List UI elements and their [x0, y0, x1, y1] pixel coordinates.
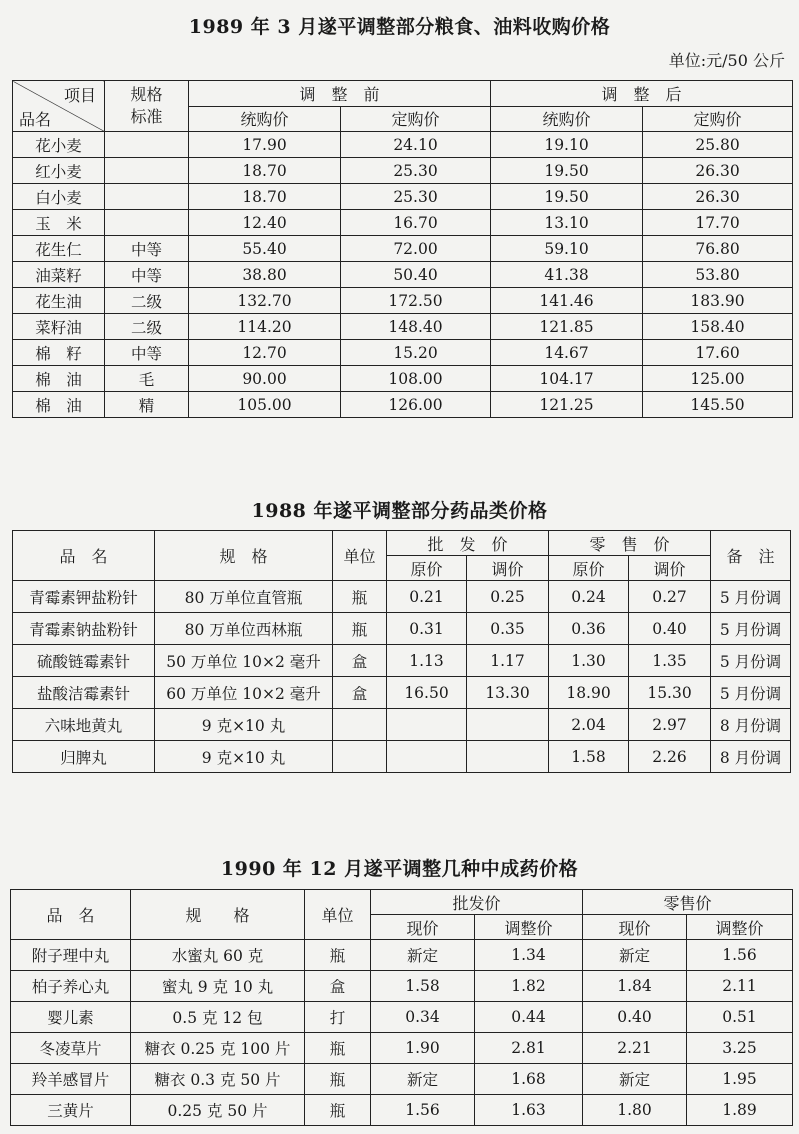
cell-a-unified: 41.38 [491, 262, 643, 288]
table-row [13, 392, 793, 418]
cell-w-orig [387, 741, 467, 773]
cell-w-orig: 1.13 [387, 645, 467, 677]
cell-w-adj: 1.17 [467, 645, 549, 677]
medicine-price-table [12, 530, 791, 773]
chinese-medicine-price-table [10, 889, 793, 1126]
cell-b-unified: 55.40 [189, 236, 341, 262]
cell-unit: 盒 [305, 971, 371, 1002]
cell-spec: 80 万单位西林瓶 [155, 613, 333, 645]
cell-spec: 蜜丸 9 克 10 丸 [131, 971, 305, 1002]
cell-a-fixed: 76.80 [643, 236, 793, 262]
cell-w-adj: 0.35 [467, 613, 549, 645]
cell-b-unified: 90.00 [189, 366, 341, 392]
col-retail-adjusted: 调整价 [687, 915, 793, 940]
cell-a-unified: 14.67 [491, 340, 643, 366]
cell-a-fixed: 53.80 [643, 262, 793, 288]
table-row [13, 366, 793, 392]
cell-r-orig: 2.04 [549, 709, 629, 741]
cell-w-adj: 1.68 [475, 1064, 583, 1095]
cell-w-adj: 0.44 [475, 1002, 583, 1033]
cell-a-fixed: 158.40 [643, 314, 793, 340]
cell-r-cur: 0.40 [583, 1002, 687, 1033]
cell-name: 六味地黄丸 [13, 709, 155, 741]
cell-b-unified: 18.70 [189, 184, 341, 210]
cell-note: 8 月份调 [711, 741, 791, 773]
cell-w-adj: 1.34 [475, 940, 583, 971]
cell-r-adj: 0.27 [629, 581, 711, 613]
cell-a-unified: 19.50 [491, 184, 643, 210]
cell-a-fixed: 17.60 [643, 340, 793, 366]
table-row [13, 677, 791, 709]
cell-name: 棉 籽 [13, 340, 105, 366]
cell-b-unified: 18.70 [189, 158, 341, 184]
grain-oil-price-table [12, 80, 793, 418]
cell-a-unified: 19.10 [491, 132, 643, 158]
cell-w-orig [387, 709, 467, 741]
cell-unit: 瓶 [305, 1033, 371, 1064]
cell-r-orig: 0.36 [549, 613, 629, 645]
table-row [13, 314, 793, 340]
table-row [13, 581, 791, 613]
cell-unit: 盒 [333, 645, 387, 677]
cell-r-adj: 15.30 [629, 677, 711, 709]
cell-unit: 盒 [333, 677, 387, 709]
cell-a-unified: 104.17 [491, 366, 643, 392]
cell-r-adj: 2.26 [629, 741, 711, 773]
cell-b-fixed: 148.40 [341, 314, 491, 340]
cell-spec: 0.25 克 50 片 [131, 1095, 305, 1126]
cell-spec [105, 184, 189, 210]
table-row [13, 613, 791, 645]
cell-b-fixed: 25.30 [341, 158, 491, 184]
col-unit-header: 单位 [333, 531, 387, 581]
cell-w-adj: 1.82 [475, 971, 583, 1002]
cell-unit: 瓶 [333, 581, 387, 613]
cell-w-adj [467, 741, 549, 773]
cell-note: 5 月份调 [711, 677, 791, 709]
cell-b-fixed: 126.00 [341, 392, 491, 418]
table-row [11, 1002, 793, 1033]
cell-r-cur: 1.80 [583, 1095, 687, 1126]
cell-w-adj: 2.81 [475, 1033, 583, 1064]
cell-spec [105, 132, 189, 158]
cell-name: 柏子养心丸 [11, 971, 131, 1002]
cell-spec: 中等 [105, 340, 189, 366]
cell-name: 婴儿素 [11, 1002, 131, 1033]
cell-name: 菜籽油 [13, 314, 105, 340]
cell-spec: 二级 [105, 314, 189, 340]
table2-title: 1988 年遂平调整部分药品类价格 [251, 500, 548, 522]
table-row [11, 940, 793, 971]
cell-name: 花小麦 [13, 132, 105, 158]
table1-unit-note: 单位:元/50 公斤 [668, 51, 785, 70]
cell-w-cur: 新定 [371, 1064, 475, 1095]
table-row [13, 236, 793, 262]
cell-r-cur: 新定 [583, 1064, 687, 1095]
cell-a-unified: 121.25 [491, 392, 643, 418]
diag-label-item: 项目 [63, 86, 96, 105]
cell-r-cur: 新定 [583, 940, 687, 971]
cell-spec: 中等 [105, 262, 189, 288]
cell-name: 硫酸链霉素针 [13, 645, 155, 677]
cell-w-adj [467, 709, 549, 741]
cell-b-fixed: 72.00 [341, 236, 491, 262]
cell-b-unified: 12.40 [189, 210, 341, 236]
cell-unit: 瓶 [305, 1095, 371, 1126]
cell-b-unified: 114.20 [189, 314, 341, 340]
table-row [13, 741, 791, 773]
col-retail-orig: 原价 [549, 556, 629, 581]
cell-name: 羚羊感冒片 [11, 1064, 131, 1095]
cell-spec: 毛 [105, 366, 189, 392]
cell-unit [333, 709, 387, 741]
cell-name: 油菜籽 [13, 262, 105, 288]
table-row [13, 158, 793, 184]
cell-b-fixed: 25.30 [341, 184, 491, 210]
table-row [13, 645, 791, 677]
cell-a-unified: 141.46 [491, 288, 643, 314]
cell-spec: 精 [105, 392, 189, 418]
cell-a-unified: 59.10 [491, 236, 643, 262]
col-before-unified: 统购价 [189, 106, 341, 132]
cell-unit [333, 741, 387, 773]
cell-name: 青霉素钾盐粉针 [13, 581, 155, 613]
cell-name: 青霉素钠盐粉针 [13, 613, 155, 645]
cell-spec: 9 克×10 丸 [155, 709, 333, 741]
cell-note: 5 月份调 [711, 645, 791, 677]
col-after-header: 调 整 后 [491, 81, 793, 107]
cell-w-adj: 1.63 [475, 1095, 583, 1126]
cell-r-adj: 1.89 [687, 1095, 793, 1126]
cell-w-cur: 1.58 [371, 971, 475, 1002]
cell-r-adj: 1.56 [687, 940, 793, 971]
cell-spec: 水蜜丸 60 克 [131, 940, 305, 971]
cell-b-fixed: 108.00 [341, 366, 491, 392]
table-row [13, 184, 793, 210]
diag-label-name: 品名 [19, 110, 52, 129]
cell-spec: 9 克×10 丸 [155, 741, 333, 773]
col-after-fixed: 定购价 [643, 106, 793, 132]
col-spec-header: 规 格 [155, 531, 333, 581]
cell-r-cur: 2.21 [583, 1033, 687, 1064]
table3-title: 1990 年 12 月遂平调整几种中成药价格 [220, 858, 579, 880]
cell-r-adj: 0.51 [687, 1002, 793, 1033]
table-row [13, 288, 793, 314]
cell-unit: 瓶 [333, 613, 387, 645]
cell-b-fixed: 50.40 [341, 262, 491, 288]
cell-w-cur: 0.34 [371, 1002, 475, 1033]
cell-name: 归脾丸 [13, 741, 155, 773]
col-retail-current: 现价 [583, 915, 687, 940]
table-row [11, 1064, 793, 1095]
cell-a-fixed: 17.70 [643, 210, 793, 236]
cell-spec: 糖衣 0.3 克 50 片 [131, 1064, 305, 1095]
col-unit-header: 单位 [305, 890, 371, 940]
cell-b-fixed: 16.70 [341, 210, 491, 236]
col-wholesale-header: 批发价 [371, 890, 583, 915]
cell-name: 附子理中丸 [11, 940, 131, 971]
cell-r-adj: 0.40 [629, 613, 711, 645]
cell-b-unified: 12.70 [189, 340, 341, 366]
col-wholesale-adjusted: 调整价 [475, 915, 583, 940]
cell-b-fixed: 172.50 [341, 288, 491, 314]
cell-name: 盐酸洁霉素针 [13, 677, 155, 709]
table-row [13, 709, 791, 741]
table-row [13, 262, 793, 288]
col-wholesale-orig: 原价 [387, 556, 467, 581]
col-retail-header: 零售价 [583, 890, 793, 915]
cell-w-adj: 0.25 [467, 581, 549, 613]
cell-r-adj: 1.35 [629, 645, 711, 677]
cell-r-cur: 1.84 [583, 971, 687, 1002]
cell-a-fixed: 145.50 [643, 392, 793, 418]
cell-name: 棉 油 [13, 366, 105, 392]
cell-w-orig: 16.50 [387, 677, 467, 709]
cell-note: 8 月份调 [711, 709, 791, 741]
cell-a-fixed: 125.00 [643, 366, 793, 392]
cell-spec: 60 万单位 10×2 毫升 [155, 677, 333, 709]
table-row [11, 1033, 793, 1064]
cell-r-orig: 18.90 [549, 677, 629, 709]
col-note-header: 备 注 [711, 531, 791, 581]
cell-unit: 瓶 [305, 940, 371, 971]
cell-spec: 中等 [105, 236, 189, 262]
cell-spec: 50 万单位 10×2 毫升 [155, 645, 333, 677]
cell-w-cur: 1.56 [371, 1095, 475, 1126]
cell-a-unified: 121.85 [491, 314, 643, 340]
cell-r-orig: 1.58 [549, 741, 629, 773]
diagonal-header-cell [13, 81, 105, 132]
table-row [11, 971, 793, 1002]
col-spec-header: 规格标准 [105, 81, 189, 132]
cell-w-orig: 0.31 [387, 613, 467, 645]
cell-a-fixed: 26.30 [643, 184, 793, 210]
cell-b-fixed: 24.10 [341, 132, 491, 158]
table-row [13, 340, 793, 366]
col-before-header: 调 整 前 [189, 81, 491, 107]
cell-r-orig: 1.30 [549, 645, 629, 677]
cell-r-adj: 2.11 [687, 971, 793, 1002]
cell-spec [105, 158, 189, 184]
cell-b-fixed: 15.20 [341, 340, 491, 366]
cell-r-orig: 0.24 [549, 581, 629, 613]
cell-name: 花生油 [13, 288, 105, 314]
cell-note: 5 月份调 [711, 613, 791, 645]
cell-w-cur: 新定 [371, 940, 475, 971]
cell-spec: 80 万单位直管瓶 [155, 581, 333, 613]
table1-title: 1989 年 3 月遂平调整部分粮食、油料收购价格 [188, 16, 611, 38]
cell-spec: 糖衣 0.25 克 100 片 [131, 1033, 305, 1064]
col-retail-header: 零 售 价 [549, 531, 711, 556]
col-name-header: 品 名 [13, 531, 155, 581]
cell-r-adj: 3.25 [687, 1033, 793, 1064]
cell-name: 三黄片 [11, 1095, 131, 1126]
col-retail-adj: 调价 [629, 556, 711, 581]
cell-unit: 瓶 [305, 1064, 371, 1095]
col-after-unified: 统购价 [491, 106, 643, 132]
cell-b-unified: 132.70 [189, 288, 341, 314]
col-before-fixed: 定购价 [341, 106, 491, 132]
cell-w-orig: 0.21 [387, 581, 467, 613]
cell-spec: 0.5 克 12 包 [131, 1002, 305, 1033]
cell-b-unified: 105.00 [189, 392, 341, 418]
col-wholesale-header: 批 发 价 [387, 531, 549, 556]
col-name-header: 品 名 [11, 890, 131, 940]
cell-name: 红小麦 [13, 158, 105, 184]
cell-spec: 二级 [105, 288, 189, 314]
col-spec-header: 规 格 [131, 890, 305, 940]
cell-note: 5 月份调 [711, 581, 791, 613]
table-row [11, 1095, 793, 1126]
cell-a-fixed: 183.90 [643, 288, 793, 314]
cell-r-adj: 2.97 [629, 709, 711, 741]
cell-w-adj: 13.30 [467, 677, 549, 709]
cell-name: 白小麦 [13, 184, 105, 210]
cell-b-unified: 38.80 [189, 262, 341, 288]
cell-r-adj: 1.95 [687, 1064, 793, 1095]
cell-b-unified: 17.90 [189, 132, 341, 158]
cell-name: 花生仁 [13, 236, 105, 262]
table-row [13, 132, 793, 158]
cell-a-fixed: 26.30 [643, 158, 793, 184]
col-wholesale-adj: 调价 [467, 556, 549, 581]
col-wholesale-current: 现价 [371, 915, 475, 940]
cell-a-unified: 19.50 [491, 158, 643, 184]
cell-unit: 打 [305, 1002, 371, 1033]
cell-name: 棉 油 [13, 392, 105, 418]
cell-w-cur: 1.90 [371, 1033, 475, 1064]
cell-a-unified: 13.10 [491, 210, 643, 236]
table-row [13, 210, 793, 236]
cell-a-fixed: 25.80 [643, 132, 793, 158]
cell-name: 冬凌草片 [11, 1033, 131, 1064]
cell-name: 玉 米 [13, 210, 105, 236]
cell-spec [105, 210, 189, 236]
